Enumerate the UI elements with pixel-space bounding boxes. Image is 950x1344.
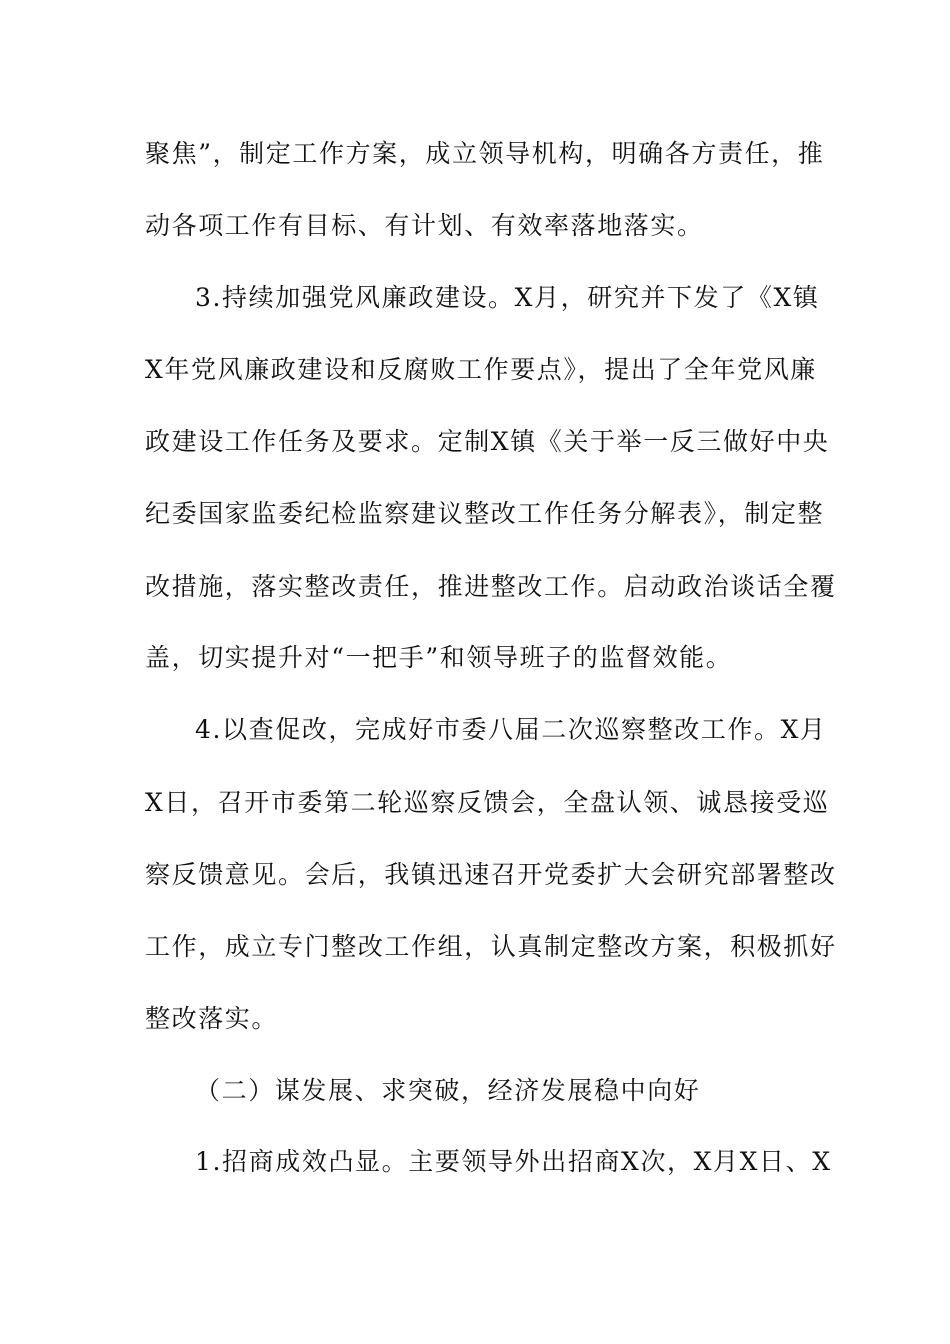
- body-text-line: 整改落实。: [145, 1004, 279, 1033]
- body-text-line: 工作，成立专门整改工作组，认真制定整改方案，积极抓好: [145, 932, 837, 961]
- body-text-line: 改措施，落实整改责任，推进整改工作。启动政治谈话全覆: [145, 572, 837, 601]
- paragraph-start-line: 3.持续加强党风廉政建设。X月，研究并下发了《X镇: [195, 283, 820, 312]
- body-text-line: X日，召开市委第二轮巡察反馈会，全盘认领、诚恳接受巡: [145, 788, 830, 817]
- section-heading: （二）谋发展、求突破，经济发展稳中向好: [195, 1076, 701, 1105]
- body-text-line: 纪委国家监委纪检监察建议整改工作任务分解表》，制定整: [145, 499, 825, 528]
- paragraph-start-line: 1.招商成效凸显。主要领导外出招商X次，X月X日、X: [195, 1147, 832, 1176]
- body-text-line: 盖，切实提升对“一把手”和领导班子的监督效能。: [145, 643, 733, 672]
- body-text-line: 聚焦”，制定工作方案，成立领导机构，明确各方责任，推: [145, 139, 825, 168]
- body-text-line: X年党风廉政建设和反腐败工作要点》，提出了全年党风廉: [145, 355, 817, 384]
- paragraph-start-line: 4.以查促改，完成好市委八届二次巡察整改工作。X月: [195, 715, 827, 744]
- body-text-line: 察反馈意见。会后，我镇迅速召开党委扩大会研究部署整改: [145, 860, 837, 889]
- body-text-line: 政建设工作任务及要求。定制X镇《关于举一反三做好中央: [145, 427, 830, 456]
- body-text-line: 动各项工作有目标、有计划、有效率落地落实。: [145, 211, 704, 240]
